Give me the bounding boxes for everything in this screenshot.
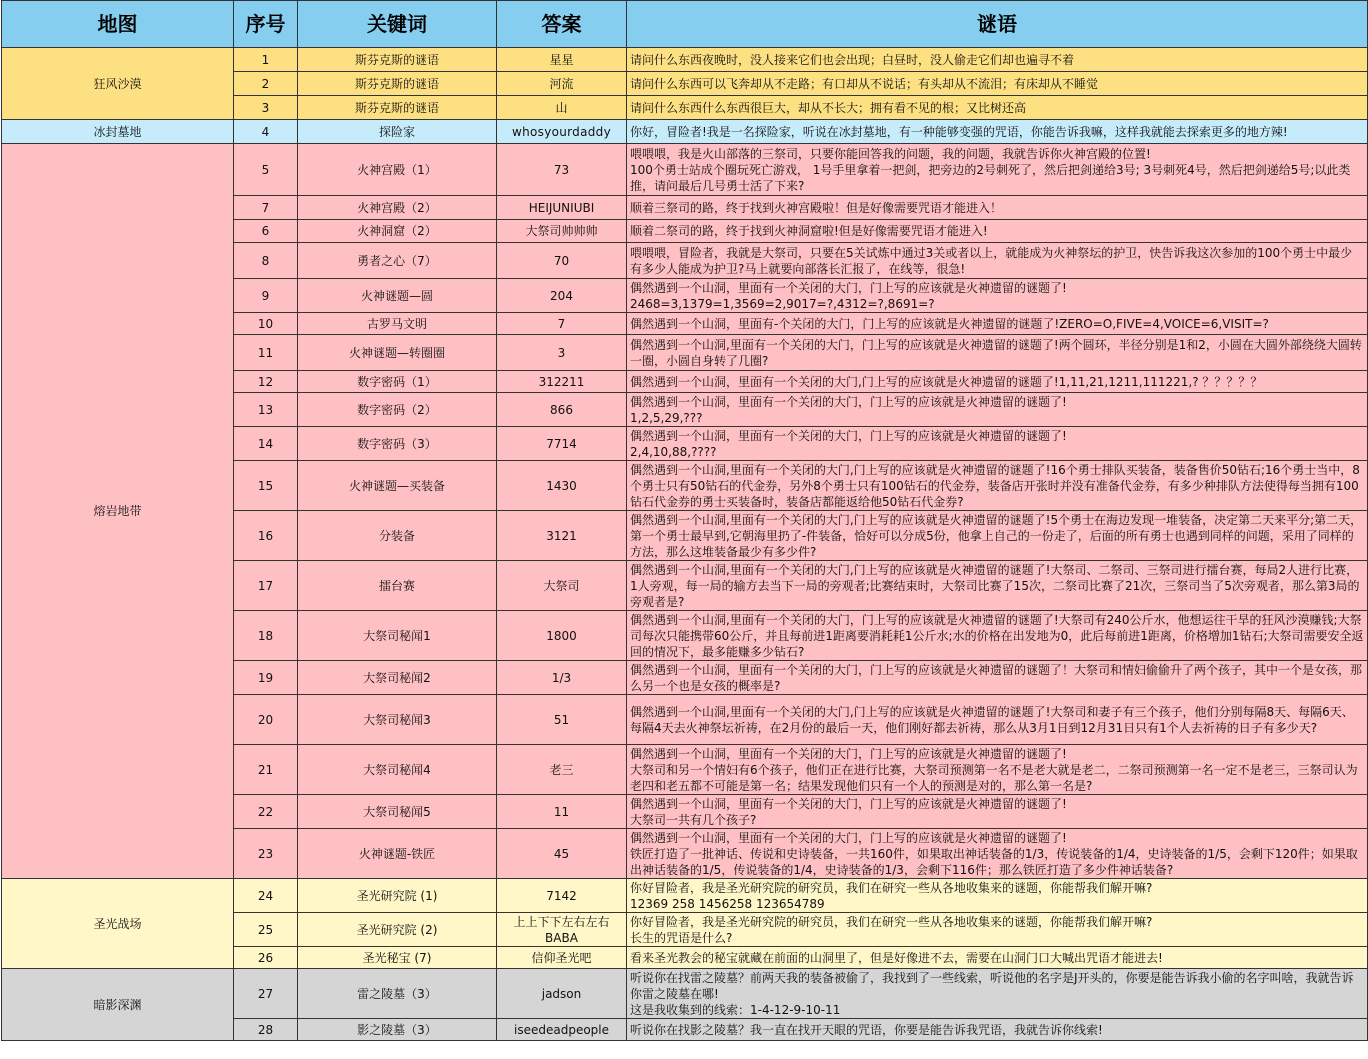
row-riddle: 请问什么东西可以飞奔却从不走路；有口却从不说话；有头却从不流泪；有床却从不睡觉 bbox=[627, 72, 1368, 96]
header-keyword: 关键词 bbox=[298, 1, 497, 48]
row-keyword: 勇者之心（7） bbox=[298, 243, 497, 279]
row-num: 5 bbox=[234, 144, 298, 196]
header-row bbox=[2, 1, 1368, 48]
row-riddle: 偶然遇到一个山洞，里面有一个关闭的大门，门上写的应该就是火神遗留的谜题了! 大祭司和另一个情妇有6个孩子，他们正在进行比赛，大祭司预测第一名不是老大就是老二，二祭司预测第一名一定不是老三，三祭司认为老四和老五都不可能是第一名；结果发现他们只有一个人的预测是对的，那么第一名是? bbox=[627, 745, 1368, 795]
row-answer: 45 bbox=[497, 829, 627, 879]
row-keyword: 数字密码（2） bbox=[298, 393, 497, 427]
row-keyword: 圣光研究院 (1) bbox=[298, 879, 497, 913]
row-num: 26 bbox=[234, 947, 298, 969]
row-riddle: 偶然遇到一个山洞，里面有一个关闭的大门，门上写的应该就是火神遗留的谜题了! 1,2,5,29,??? bbox=[627, 393, 1368, 427]
row-answer: 51 bbox=[497, 695, 627, 745]
row-num: 12 bbox=[234, 371, 298, 393]
zone-ice: 冰封墓地 bbox=[2, 120, 234, 144]
row-answer: 老三 bbox=[497, 745, 627, 795]
zone-lava: 熔岩地带 bbox=[2, 144, 234, 879]
row-answer: iseedeadpeople bbox=[497, 1019, 627, 1041]
row-keyword: 火神谜题—圆 bbox=[298, 279, 497, 313]
row-keyword: 斯芬克斯的谜语 bbox=[298, 48, 497, 72]
row-answer: 70 bbox=[497, 243, 627, 279]
row-riddle: 偶然遇到一个山洞,里面有一个关闭的大门,门上写的应该就是火神遗留的谜题了!大祭司和妻子有三个孩子，他们分别每隔8天、每隔6天、每隔4天去火神祭坛祈祷，在2月份的最后一天，他们刚好都去祈祷，那么从3月1日到12月31日只有1个人去祈祷的日子有多少天? bbox=[627, 695, 1368, 745]
row-riddle: 请问什么东西夜晚时，没人接来它们也会出现；白昼时，没人偷走它们却也遍寻不着 bbox=[627, 48, 1368, 72]
row-num: 7 bbox=[234, 196, 298, 220]
row-answer: 3 bbox=[497, 335, 627, 371]
table-row bbox=[2, 879, 1368, 913]
row-keyword: 圣光秘宝 (7) bbox=[298, 947, 497, 969]
row-num: 28 bbox=[234, 1019, 298, 1041]
row-answer: 信仰圣光吧 bbox=[497, 947, 627, 969]
row-riddle: 偶然遇到一个山洞，里面有一个关闭的大门，门上写的应该就是火神遗留的谜题了! 铁匠打造了一批神话、传说和史诗装备，一共160件，如果取出神话装备的1/3，传说装备的1/4，史诗装备的1/5，会剩下120件；如果取出神话装备的1/5，传说装备的1/4，史诗装备的1/3，会剩下116件；那么铁匠打造了多少件神话装备? bbox=[627, 829, 1368, 879]
row-keyword: 大祭司秘闻5 bbox=[298, 795, 497, 829]
row-num: 4 bbox=[234, 120, 298, 144]
row-keyword: 火神谜题—买装备 bbox=[298, 461, 497, 511]
row-answer: 大祭司 bbox=[497, 561, 627, 611]
row-num: 10 bbox=[234, 313, 298, 335]
row-riddle: 听说你在找影之陵墓？我一直在找开天眼的咒语，你要是能告诉我咒语，我就告诉你线索! bbox=[627, 1019, 1368, 1041]
row-answer: 866 bbox=[497, 393, 627, 427]
row-riddle: 偶然遇到一个山洞，里面有一个关闭的大门，门上写的应该就是火神遗留的谜题了！大祭司和情妇偷偷升了两个孩子，其中一个是女孩，那么另一个也是女孩的概率是? bbox=[627, 661, 1368, 695]
row-riddle: 偶然遇到一个山洞,里面有一个关闭的大门,门上写的应该就是火神遗留的谜题了!5个勇士在海边发现一堆装备，决定第二天来平分;第二天，第一个勇士最早到,它朝海里扔了-件装备，恰好可以分成5份，他拿上自己的一份走了，后面的所有勇士也遇到同样的问题，采用了同样的方法，那么这堆装备最少有多少件? bbox=[627, 511, 1368, 561]
row-num: 9 bbox=[234, 279, 298, 313]
row-num: 17 bbox=[234, 561, 298, 611]
row-riddle: 偶然遇到一个山洞,里面有一个关闭的大门，门上写的应该就是火神遗留的谜题了!大祭司有240公斤水，他想运往干旱的狂风沙漠赚钱;大祭司每次只能携带60公斤，并且每前进1距离要消耗耗1公斤水;水的价格在出发地为0，此后每前进1距离，价格增加1钻石;大祭司需要安全返回的情况下，最多能赚多少钻石? bbox=[627, 611, 1368, 661]
row-riddle: 喂喂喂，我是火山部落的三祭司，只要你能回答我的问题，我的问题，我就告诉你火神宫殿的位置! 100个勇士站成个圈玩死亡游戏， 1号手里拿着一把剑，把旁边的2号刺死了，然后把剑递给3号; 3号刺死4号，然后把剑递给5号;以此类推，请问最后几号勇士活了下来? bbox=[627, 144, 1368, 196]
row-answer: whosyourdaddy bbox=[497, 120, 627, 144]
row-keyword: 斯芬克斯的谜语 bbox=[298, 72, 497, 96]
zone-holy: 圣光战场 bbox=[2, 879, 234, 969]
row-answer: 星星 bbox=[497, 48, 627, 72]
row-num: 19 bbox=[234, 661, 298, 695]
row-num: 22 bbox=[234, 795, 298, 829]
row-num: 25 bbox=[234, 913, 298, 947]
row-riddle: 偶然遇到一个山洞,里面有一个关闭的大门，门上写的应该就是火神遗留的谜题了!两个圆环，半径分别是1和2，小圆在大圆外部绕绕大圆转一圈，小圆自身转了几圈? bbox=[627, 335, 1368, 371]
row-keyword: 数字密码（1） bbox=[298, 371, 497, 393]
row-num: 13 bbox=[234, 393, 298, 427]
row-num: 15 bbox=[234, 461, 298, 511]
row-keyword: 擂台赛 bbox=[298, 561, 497, 611]
zone-desert: 狂风沙漠 bbox=[2, 48, 234, 120]
row-riddle: 顺着三祭司的路，终于找到火神宫殿啦！但是好像需要咒语才能进入！ bbox=[627, 196, 1368, 220]
row-answer: 1/3 bbox=[497, 661, 627, 695]
row-num: 16 bbox=[234, 511, 298, 561]
row-num: 20 bbox=[234, 695, 298, 745]
table-row bbox=[2, 969, 1368, 1019]
row-num: 14 bbox=[234, 427, 298, 461]
row-keyword: 大祭司秘闻4 bbox=[298, 745, 497, 795]
row-keyword: 大祭司秘闻3 bbox=[298, 695, 497, 745]
row-answer: 山 bbox=[497, 96, 627, 120]
row-riddle: 偶然遇到一个山洞，里面有一个关闭的大门，门上写的应该就是火神遗留的谜题了! 2,4,10,88,???? bbox=[627, 427, 1368, 461]
row-riddle: 顺着二祭司的路，终于找到火神洞窟啦!但是好像需要咒语才能进入! bbox=[627, 220, 1368, 243]
header-riddle: 谜语 bbox=[627, 1, 1368, 48]
row-keyword: 大祭司秘闻2 bbox=[298, 661, 497, 695]
row-keyword: 火神谜题—转圈圈 bbox=[298, 335, 497, 371]
row-answer: 312211 bbox=[497, 371, 627, 393]
row-keyword: 火神洞窟（2） bbox=[298, 220, 497, 243]
row-riddle: 你好，冒险者!我是一名探险家，听说在冰封墓地，有一种能够变强的咒语，你能告诉我嘛，这样我就能去探索更多的地方辣! bbox=[627, 120, 1368, 144]
row-keyword: 火神宫殿（2） bbox=[298, 196, 497, 220]
row-riddle: 偶然遇到一个山洞，里面有一个关闭的大门，门上写的应该就是火神遗留的谜题了! 大祭司一共有几个孩子? bbox=[627, 795, 1368, 829]
riddle-table bbox=[1, 0, 1368, 1041]
row-keyword: 数字密码（3） bbox=[298, 427, 497, 461]
row-answer: HEIJUNIUBI bbox=[497, 196, 627, 220]
row-riddle: 偶然遇到一个山洞，里面有一个关闭的大门,门上写的应该就是火神遗留的谜题了!1,11,21,1211,111221,? ？？？？？ bbox=[627, 371, 1368, 393]
header-num: 序号 bbox=[234, 1, 298, 48]
row-riddle: 偶然遇到一个山洞,里面有一个关闭的大门,门上写的应该就是火神遗留的谜题了!16个勇士排队买装备，装备售价50钻石;16个勇士当中，8个勇士只有50钻石的代金券，另外8个勇士只有100钻石的代金券，装备店开张时并没有准备代金券，有多少种排队方法使得每当拥有100钻石代金券的勇士买装备时，装备店都能返给他50钻石代金券? bbox=[627, 461, 1368, 511]
table-row bbox=[2, 48, 1368, 72]
header-map: 地图 bbox=[2, 1, 234, 48]
row-num: 27 bbox=[234, 969, 298, 1019]
row-answer: 204 bbox=[497, 279, 627, 313]
row-num: 23 bbox=[234, 829, 298, 879]
row-answer: 7142 bbox=[497, 879, 627, 913]
row-answer: 河流 bbox=[497, 72, 627, 96]
row-answer: 上上下下左右左右BABA bbox=[497, 913, 627, 947]
row-keyword: 影之陵墓（3） bbox=[298, 1019, 497, 1041]
row-keyword: 圣光研究院 (2) bbox=[298, 913, 497, 947]
row-keyword: 雷之陵墓（3） bbox=[298, 969, 497, 1019]
row-riddle: 你好冒险者，我是圣光研究院的研究员，我们在研究一些从各地收集来的谜题，你能帮我们解开嘛? 长生的咒语是什么? bbox=[627, 913, 1368, 947]
row-riddle: 请问什么东西什么东西很巨大，却从不长大；拥有看不见的根；又比树还高 bbox=[627, 96, 1368, 120]
zone-shadow: 暗影深渊 bbox=[2, 969, 234, 1041]
row-num: 21 bbox=[234, 745, 298, 795]
row-answer: 1430 bbox=[497, 461, 627, 511]
row-num: 2 bbox=[234, 72, 298, 96]
row-riddle: 听说你在找雷之陵墓？前两天我的装备被偷了，我找到了一些线索，听说他的名字是J开头的，你要是能告诉我小偷的名字叫啥，我就告诉你雷之陵墓在哪! 这是我收集到的线索：1-4-12-9-10-11 bbox=[627, 969, 1368, 1019]
row-riddle: 你好冒险者，我是圣光研究院的研究员，我们在研究一些从各地收集来的谜题，你能帮我们解开嘛? 12369 258 1456258 123654789 bbox=[627, 879, 1368, 913]
row-riddle: 喂喂喂，冒险者，我就是大祭司，只要在5关试炼中通过3关或者以上，就能成为火神祭坛的护卫，快告诉我这次参加的100个勇士中最少有多少人能成为护卫?马上就要向部落长汇报了，在线等，很急! bbox=[627, 243, 1368, 279]
row-riddle: 看来圣光教会的秘宝就藏在前面的山洞里了，但是好像进不去，需要在山洞门口大喊出咒语才能进去! bbox=[627, 947, 1368, 969]
row-answer: 7 bbox=[497, 313, 627, 335]
row-keyword: 火神谜题-铁匠 bbox=[298, 829, 497, 879]
row-keyword: 斯芬克斯的谜语 bbox=[298, 96, 497, 120]
row-riddle: 偶然遇到一个山洞,里面有一个关闭的大门,门上写的应该就是火神遗留的谜题了!大祭司、二祭司、三祭司进行擂台赛，每局2人进行比赛，1人旁观，每一局的输方去当下一局的旁观者;比赛结束时，大祭司比赛了15次，二祭司比赛了21次，三祭司当了5次旁观者，那么第3局的旁观者是? bbox=[627, 561, 1368, 611]
row-keyword: 大祭司秘闻1 bbox=[298, 611, 497, 661]
row-answer: 7714 bbox=[497, 427, 627, 461]
table-row bbox=[2, 120, 1368, 144]
header-answer: 答案 bbox=[497, 1, 627, 48]
table-row bbox=[2, 144, 1368, 196]
row-answer: jadson bbox=[497, 969, 627, 1019]
row-keyword: 古罗马文明 bbox=[298, 313, 497, 335]
row-num: 3 bbox=[234, 96, 298, 120]
row-answer: 73 bbox=[497, 144, 627, 196]
row-answer: 1800 bbox=[497, 611, 627, 661]
row-num: 1 bbox=[234, 48, 298, 72]
row-answer: 11 bbox=[497, 795, 627, 829]
row-num: 8 bbox=[234, 243, 298, 279]
row-answer: 大祭司帅帅帅 bbox=[497, 220, 627, 243]
row-keyword: 分装备 bbox=[298, 511, 497, 561]
row-answer: 3121 bbox=[497, 511, 627, 561]
row-num: 6 bbox=[234, 220, 298, 243]
row-riddle: 偶然遇到一个山洞，里面有一个关闭的大门，门上写的应该就是火神遗留的谜题了! 2468=3,1379=1,3569=2,9017=?,4312=?,8691=? bbox=[627, 279, 1368, 313]
row-keyword: 火神宫殿（1） bbox=[298, 144, 497, 196]
row-num: 24 bbox=[234, 879, 298, 913]
row-num: 18 bbox=[234, 611, 298, 661]
row-keyword: 探险家 bbox=[298, 120, 497, 144]
row-num: 11 bbox=[234, 335, 298, 371]
row-riddle: 偶然遇到一个山洞，里面有-个关闭的大门，门上写的应该就是火神遗留的谜题了!ZERO=O,FIVE=4,VOICE=6,VISIT=? bbox=[627, 313, 1368, 335]
